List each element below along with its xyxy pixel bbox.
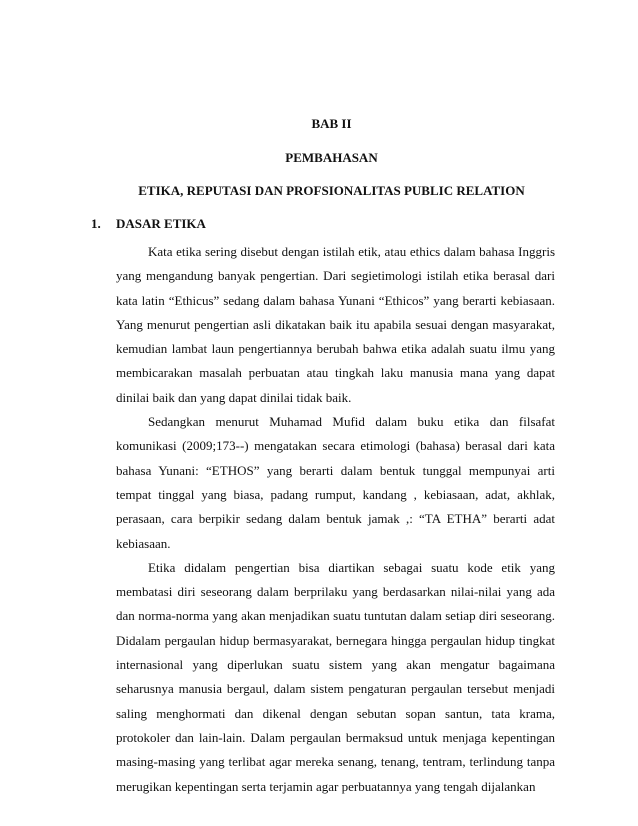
body-text (116, 240, 555, 799)
main-title: ETIKA, REPUTASI DAN PROFSIONALITAS PUBLIC RELATION (138, 183, 525, 198)
section-title: DASAR ETIKA (116, 216, 206, 231)
chapter-title: PEMBAHASAN (285, 150, 378, 165)
section-heading (91, 216, 206, 232)
chapter-heading: BAB II (311, 116, 352, 131)
paragraph: Etika didalam pengertian bisa diartikan sebagai suatu kode etik yang membatasi diri seseorang dalam berprilaku yang berdasarkan nilai-nilai yang ada dan norma-norma yang akan menjadikan suatu tuntutan dalam setiap diri seseorang. Didalam pergaulan hidup bermasyarakat, bernegara hingga pergaulan hidup tingkat internasional yang diperlukan suatu sistem yang akan mengatur bagaimana seharusnya manusia bergaul, dalam sistem pengaturan pergaulan tersebut menjadi saling menghormati dan dikenal dengan sebutan sopan santun, tata krama, protokoler dan lain-lain. Dalam pergaulan bermaksud untuk menjaga kepentingan masing-masing yang terlibat agar mereka senang, tenang, tentram, terlindung tanpa merugikan kepentingan serta terjamin agar perbuatannya yang tengah dijalankan (116, 559, 555, 794)
paragraph: Kata etika sering disebut dengan istilah etik, atau ethics dalam bahasa Inggris yang mengandung banyak pengertian. Dari segietimologi istilah etika berasal dari kata latin “Ethicus” sedang dalam bahasa Yunani “Ethicos” yang berarti kebiasaan. Yang menurut pengertian asli dikatakan baik itu apabila sesuai dengan masyarakat, kemudian lambat laun pengertiannya berubah bahwa etika adalah suatu ilmu yang membicarakan masalah perbuatan atau tingkah laku manusia mana yang dapat dinilai baik dan yang dapat dinilai tidak baik. (116, 244, 555, 405)
section-number: 1. (91, 216, 101, 231)
paragraph: Sedangkan menurut Muhamad Mufid dalam buku etika dan filsafat komunikasi (2009;173--) mengatakan secara etimologi (bahasa) berasal dari kata bahasa Yunani: “ETHOS” yang berarti dalam bentuk tunggal mempunyai arti tempat tinggal yang biasa, padang rumput, kandang , kebiasaan, adat, akhlak, perasaan, cara berpikir sedang dalam bentuk jamak ,: “TA ETHA” berarti adat kebiasaan. (116, 414, 555, 551)
